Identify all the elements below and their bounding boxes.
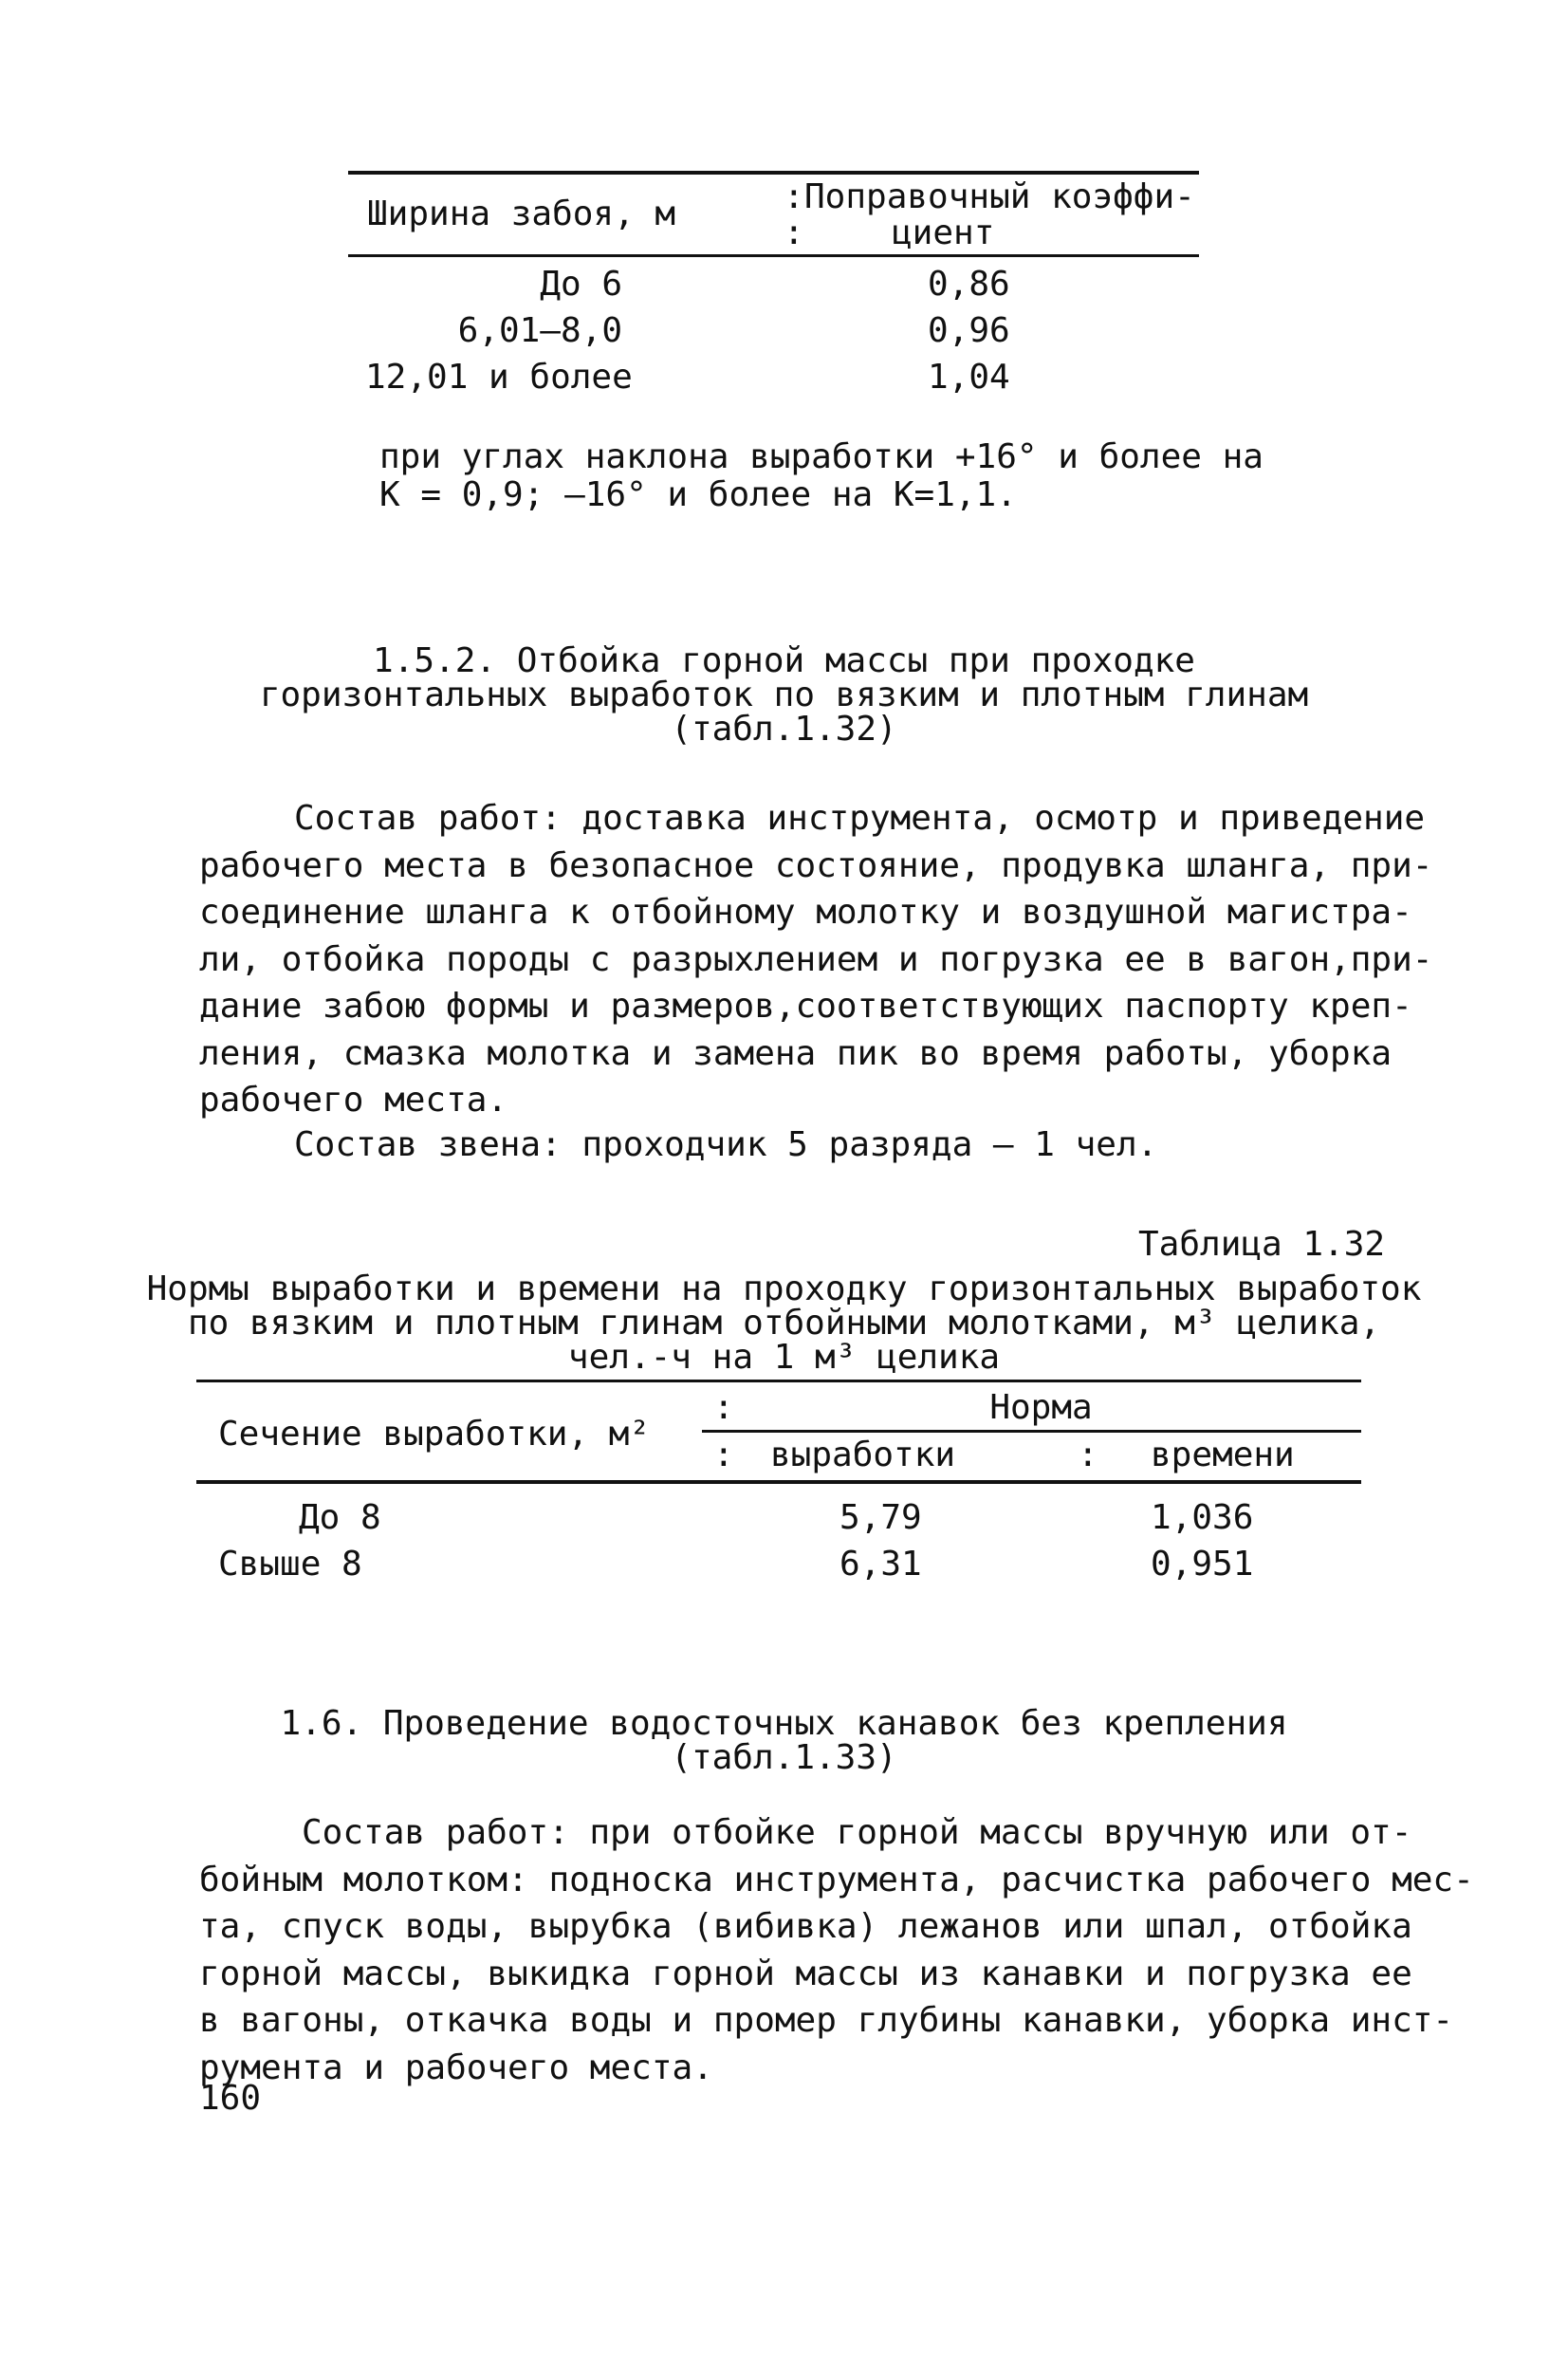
table1-header-colon: : <box>784 177 804 216</box>
table132-row-time: 0,951 <box>1151 1545 1254 1584</box>
work-line: соединение шланга к отбойному молотку и воздушной магистра- <box>199 893 1412 932</box>
work-line: дание забою формы и размеров,соответствующих паспорту креп- <box>199 987 1412 1026</box>
work-line: горной массы, выкидка горной массы из канавки и погрузка ее <box>199 1954 1412 1993</box>
table132-label: Таблица 1.32 <box>1138 1225 1386 1264</box>
table1-note-line: при углах наклона выработки +16° и более на <box>379 437 1264 476</box>
table1-header-colon: : <box>784 213 804 252</box>
table132-row-time: 1,036 <box>1151 1498 1254 1537</box>
section152-work-paragraph <box>199 795 1433 1124</box>
table132-caption-line: чел.-ч на 1 м³ целика <box>567 1338 1001 1377</box>
table1-row-width: 6,01–8,0 <box>457 311 622 350</box>
table132-norm-rule <box>702 1430 1361 1433</box>
table132-caption-line: по вязким и плотным глинам отбойными молотками, м³ целика, <box>187 1304 1381 1343</box>
table132-row-section: Свыше 8 <box>218 1545 362 1584</box>
section16-title-line: 1.6. Проведение водосточных канавок без крепления <box>280 1704 1288 1743</box>
table132-top-rule <box>196 1380 1361 1382</box>
work-line: Состав работ: доставка инструмента, осмотр и приведение <box>294 799 1426 838</box>
table132-header-colon: : <box>1078 1436 1098 1474</box>
table132-row-section: До 8 <box>299 1498 381 1537</box>
section152-crew: Состав звена: проходчик 5 разряда – 1 чел. <box>294 1125 1158 1164</box>
table132-row-output: 5,79 <box>839 1498 922 1537</box>
table132-row-output: 6,31 <box>839 1545 922 1584</box>
section152-title-line: горизонтальных выработок по вязким и плотным глинам <box>259 676 1309 714</box>
table1-row-coef: 0,86 <box>928 265 1010 304</box>
work-line: рабочего места. <box>199 1081 508 1120</box>
table1-row-coef: 0,96 <box>928 311 1010 350</box>
table132-header-norm: Норма <box>989 1388 1093 1427</box>
table1-header-width: Ширина забоя, м <box>367 195 676 233</box>
table132-header-rule <box>196 1480 1361 1484</box>
page-number: 160 <box>199 2079 262 2118</box>
table1-top-rule <box>348 171 1199 175</box>
table132-header-time: времени <box>1151 1436 1295 1474</box>
table1-header-rule <box>348 254 1199 257</box>
table1-header-coef-line1: Поправочный коэффи- <box>804 177 1195 216</box>
table132-header-section: Сечение выработки, м² <box>218 1415 651 1454</box>
table1-row-coef: 1,04 <box>928 358 1010 397</box>
work-line: в вагоны, откачка воды и промер глубины канавки, уборка инст- <box>199 2001 1454 2040</box>
work-line: ли, отбойка породы с разрыхлением и погрузка ее в вагон,при- <box>199 939 1433 979</box>
table1-note-line: К = 0,9; –16° и более на К=1,1. <box>379 475 1017 514</box>
table1-row-width: До 6 <box>540 265 622 304</box>
work-line: ления, смазка молотка и замена пик во время работы, уборка <box>199 1033 1393 1073</box>
section152-title-line: (табл.1.32) <box>671 710 897 749</box>
work-line: бойным молотком: подноска инструмента, расчистка рабочего мес- <box>199 1860 1474 1899</box>
work-line: рабочего места в безопасное состояние, продувка шланга, при- <box>199 845 1433 885</box>
work-line: Состав работ: при отбойке горной массы вручную или от- <box>302 1813 1412 1852</box>
table132-header-colon: : <box>713 1388 734 1427</box>
table1-row-width: 12,01 и более <box>365 358 633 397</box>
work-line: та, спуск воды, вырубка (вибивка) лежанов или шпал, отбойка <box>199 1907 1412 1946</box>
section16-title-line: (табл.1.33) <box>671 1738 897 1777</box>
section152-title-line: 1.5.2. Отбойка горной массы при проходке <box>373 641 1195 680</box>
table132-header-output: выработки <box>770 1436 956 1474</box>
work-line: румента и рабочего места. <box>199 2047 713 2087</box>
table132-caption-line: Нормы выработки и времени на проходку горизонтальных выработок <box>146 1269 1422 1308</box>
table1-header-coef-line2: циент <box>892 213 995 252</box>
table132-header-colon: : <box>713 1436 734 1474</box>
section16-work-paragraph <box>199 1809 1474 2091</box>
